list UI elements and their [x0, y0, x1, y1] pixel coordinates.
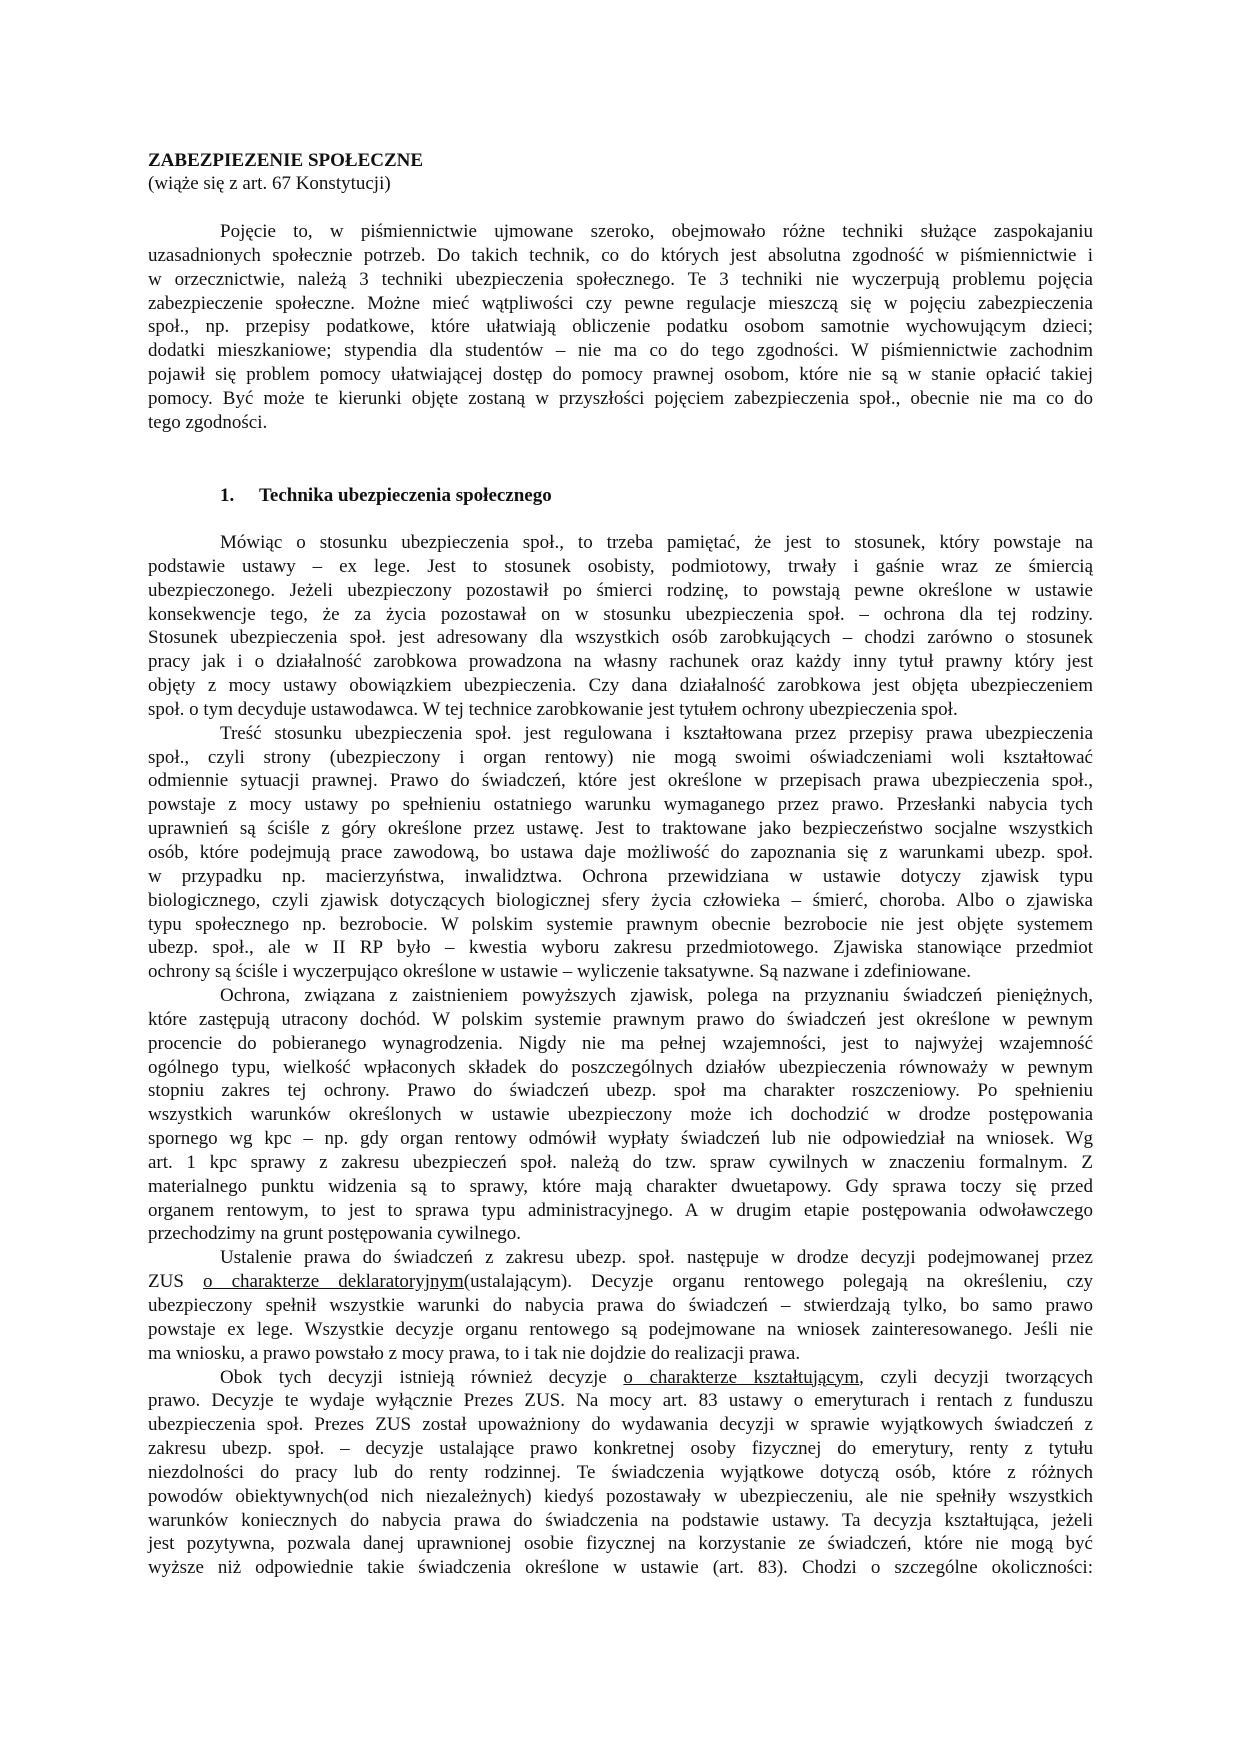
text-line: niezdolności do pracy lub do renty rodzinnej. Te świadczenia wyjątkowe dotyczą osób, które z różnych: [148, 1461, 1093, 1483]
text-line: objęty z mocy ustawy obowiązkiem ubezpieczenia. Czy dana działalność zarobkowa jest objęta ubezpieczeniem: [148, 675, 1093, 697]
underlined-term: o charakterze deklaratoryjnym: [203, 1271, 464, 1293]
text-line: pracy jak i o działalność zarobkowa prowadzona na własny rachunek oraz każdy inny tytuł prawny który jest: [148, 651, 1093, 673]
text-line: społ. o tym decyduje ustawodawca. W tej technice zarobkowanie jest tytułem ochrony ubezpieczenia społ.: [148, 698, 958, 720]
text-line: które zastępują utracony dochód. W polskim systemie prawnym prawo do świadczeń jest określone w pewnym: [148, 1008, 1093, 1030]
paragraph: [148, 220, 1093, 435]
text-line: Ochrona, związana z zaistnieniem powyższych zjawisk, polega na przyznaniu świadczeń pieniężnych,: [220, 985, 1093, 1007]
text-line: powstaje z mocy ustawy po spełnieniu ostatniego warunku wymaganego przez prawo. Przesłanki nabycia tych: [148, 794, 1093, 816]
text-line: osób, które podejmują prace zawodową, bo ustawa daje możliwość do zapoznania się z warunkami ubezp. społ.: [148, 841, 1093, 863]
intro-paragraph: [148, 220, 1093, 435]
text-segment: ZUS: [148, 1271, 203, 1293]
text-line: wyższe niż odpowiednie takie świadczenia określone w ustawie (art. 83). Chodzi o szczególne okoliczności:: [148, 1557, 1093, 1579]
text-line: Ustalenie prawa do świadczeń z zakresu ubezp. społ. następuje w drodze decyzji podejmowanej przez: [220, 1247, 1093, 1269]
text-line: Stosunek ubezpieczenia społ. jest adresowany dla wszystkich osób zarobkujących – chodzi zarówno o stosunek: [148, 627, 1093, 649]
text-line: Treść stosunku ubezpieczenia społ. jest regulowana i kształtowana przez przepisy prawa ubezpieczenia: [220, 722, 1093, 744]
text-line: [148, 1366, 1093, 1390]
text-line: warunków koniecznych do nabycia prawa do świadczenia na podstawie ustawy. Ta decyzja kształtująca, jeżeli: [148, 1509, 1093, 1531]
text-line: tego zgodności.: [148, 411, 268, 433]
text-line: jest pozytywna, pozwala danej uprawnionej osobie fizycznej na korzystanie ze świadczeń, które nie mogą być: [148, 1533, 1093, 1555]
text-line: Mówiąc o stosunku ubezpieczenia społ., to trzeba pamiętać, że jest to stosunek, który powstaje na: [220, 532, 1093, 553]
document-subtitle: (wiąże się z art. 67 Konstytucji): [148, 173, 391, 194]
paragraph: [148, 984, 1093, 1246]
text-line: ubezp. społ., ale w II RP było – kwestia wyboru zakresu przedmiotowego. Zjawiska stanowiące przedmiot: [148, 937, 1093, 959]
underlined-term: o charakterze kształtującym: [623, 1366, 860, 1388]
text-line: odmiennie sytuacji prawnej. Prawo do świadczeń, które jest określone w przepisach prawa ubezpieczenia społ.,: [148, 770, 1093, 792]
section-body: [148, 531, 1093, 1580]
text-line: organem rentowym, to jest to sprawa typu administracyjnego. A w drugim etapie postępowania odwoławczego: [148, 1199, 1093, 1221]
text-line: zabezpieczenie społeczne. Możne mieć wątpliwości czy pewne regulacje mieszczą się w pojęciu zabezpieczenia: [148, 292, 1093, 314]
text-line: prawo. Decyzje te wydaje wyłącznie Prezes ZUS. Na mocy art. 83 ustawy o emeryturach i rentach z funduszu: [148, 1390, 1093, 1412]
text-line: pomocy. Być może te kierunki objęte zostaną w przyszłości pojęciem zabezpieczenia społ., obecnie nie ma co do: [148, 387, 1093, 409]
text-line: ubezpieczenia społ. Prezes ZUS został upoważniony do wydawania decyzji w sprawie wyjątkowych świadczeń z: [148, 1414, 1093, 1436]
text-line: ubezpieczonego. Jeżeli ubezpieczony pozostawił po śmierci rodzinę, to powstają pewne określone w ustawie: [148, 579, 1093, 601]
text-line: uzasadnionych społecznie potrzeb. Do takich technik, co do których jest absolutna zgodność w piśmiennictwie i: [148, 244, 1093, 266]
paragraph: [148, 1366, 1093, 1581]
text-line: procencie do pobieranego wynagrodzenia. Nigdy nie ma pełnej wzajemności, jest to najwyżej wzajemność: [148, 1032, 1093, 1054]
paragraph: [148, 531, 1093, 722]
text-line: uprawnień są ściśle z góry określone przez ustawę. Jest to traktowane jako bezpieczeństwo socjalne wszystkich: [148, 818, 1093, 840]
text-line: [148, 1270, 1093, 1294]
text-line: powodów obiektywnych(od nich niezależnych) kiedyś pozostawały w ubezpieczeniu, ale nie spełniły wszystkich: [148, 1485, 1093, 1507]
document-title: ZABEZPIEZENIE SPOŁECZNE: [148, 150, 424, 171]
text-line: typu społecznego np. bezrobocie. W polskim systemie prawnym obecnie bezrobocie nie jest objęte systemem: [148, 913, 1093, 935]
text-line: biologicznego, czyli zjawisk dotyczących biologicznej sfery życia człowieka – śmierć, choroba. Albo o zjawiska: [148, 889, 1093, 911]
text-line: konsekwencje tego, że za życia pozostawał on w stosunku ubezpieczenia społ. – ochrona dla tej rodziny.: [148, 603, 1093, 625]
text-segment: Obok tych decyzji istnieją również decyzje: [220, 1366, 624, 1388]
text-line: dodatki mieszkaniowe; stypendia dla studentów – nie ma co do tego zgodności. W piśmiennictwie zachodnim: [148, 340, 1093, 362]
text-segment: , czyli decyzji tworzących: [859, 1366, 1093, 1388]
text-line: podstawie ustawy – ex lege. Jest to stosunek osobisty, podmiotowy, trwały i gaśnie wraz ze śmiercią: [148, 555, 1093, 577]
section-title: Technika ubezpieczenia społecznego: [259, 485, 552, 506]
text-line: ogólnego typu, wielkość wpłaconych składek do poszczególnych działów ubezpieczenia równoważy w pewnym: [148, 1056, 1093, 1078]
text-line: w orzecznictwie, należą 3 techniki ubezpieczenia społecznego. Te 3 techniki nie wyczerpują problemu pojęcia: [148, 268, 1093, 290]
section-number: 1.: [220, 485, 235, 506]
text-line: powstaje ex lege. Wszystkie decyzje organu rentowego są podejmowane na wniosek zainteresowanego. Jeśli nie: [148, 1318, 1093, 1340]
text-segment: (ustalającym). Decyzje organu rentowego polegają na określeniu, czy: [463, 1271, 1093, 1293]
text-line: ochrony są ściśle i wyczerpująco określone w ustawie – wyliczenie taksatywne. Są nazwane i zdefiniowane.: [148, 961, 972, 983]
text-line: społ., np. przepisy podatkowe, które ułatwiają obliczenie podatku osobom samotnie wychowującym dzieci;: [148, 316, 1093, 338]
text-line: Pojęcie to, w piśmiennictwie ujmowane szeroko, obejmowało różne techniki służące zaspokajaniu: [220, 221, 1093, 242]
text-line: ubezpieczony spełnił wszystkie warunki do nabycia prawa do świadczeń – stwierdzają tylko, bo samo prawo: [148, 1295, 1093, 1316]
text-line: materialnego punktu widzenia są to sprawy, które mają charakter dwuetapowy. Gdy sprawa toczy się przed: [148, 1175, 1093, 1197]
paragraph: [148, 722, 1093, 984]
text-line: zakresu ubezp. społ. – decyzje ustalające prawo konkretnej osoby fizycznej do emerytury, renty z tytułu: [148, 1438, 1093, 1460]
text-line: społ., czyli strony (ubezpieczony i organ rentowy) nie mogą swoimi oświadczeniami woli kształtować: [148, 746, 1093, 768]
text-line: w przypadku np. macierzyństwa, inwalidztwa. Ochrona przewidziana w ustawie dotyczy zjawisk typu: [148, 865, 1093, 887]
paragraph: [148, 1246, 1093, 1365]
text-line: przechodzimy na grunt postępowania cywilnego.: [148, 1223, 522, 1245]
text-line: art. 1 kpc sprawy z zakresu ubezpieczeń społ. należą do tzw. spraw cywilnych w znaczeniu formalnym. Z: [148, 1151, 1093, 1173]
text-line: stopniu zakres tej ochrony. Prawo do świadczeń ubezp. społ ma charakter roszczeniowy. Po spełnieniu: [148, 1080, 1093, 1102]
text-line: ma wniosku, a prawo powstało z mocy prawa, to i tak nie dojdzie do realizacji prawa.: [148, 1342, 801, 1364]
text-line: spornego wg kpc – np. gdy organ rentowy odmówił wypłaty świadczeń lub nie odpowiedział na wniosek. Wg: [148, 1128, 1093, 1150]
text-line: pojawił się problem pomocy ułatwiającej dostęp do pomocy prawnej osobom, które nie są w stanie opłacić takiej: [148, 364, 1093, 386]
text-line: wszystkich warunków określonych w ustawie ubezpieczony może ich dochodzić w drodze postępowania: [148, 1104, 1093, 1126]
